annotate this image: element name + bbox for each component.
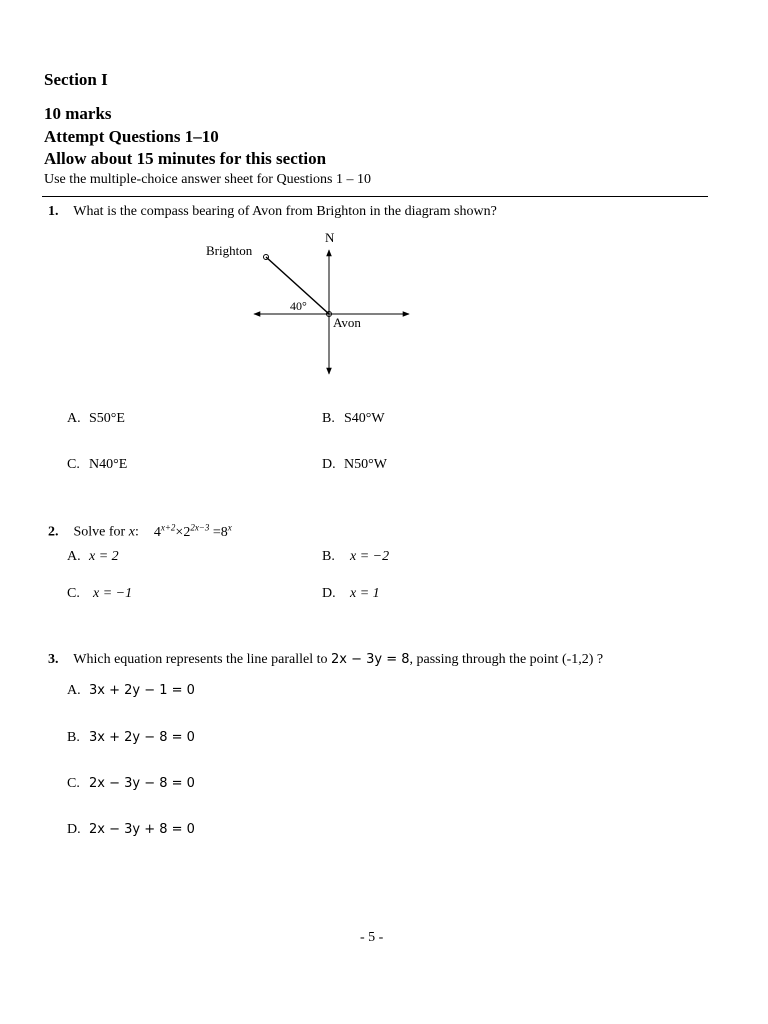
q2-option-b: B. x = −2 (322, 549, 390, 564)
page-number: - 5 - (360, 930, 384, 945)
header-divider (42, 196, 708, 197)
question-1 (48, 204, 497, 220)
question-3-text-after: , passing through the point (-1,2) ? (409, 652, 604, 667)
question-2-number: 2. (48, 524, 59, 540)
attempt-heading: Attempt Questions 1–10 (44, 127, 219, 146)
compass-bearing-diagram (196, 226, 416, 381)
q1-option-b: B. S40°W (322, 411, 385, 426)
angle-label: 40° (290, 299, 307, 313)
question-1-number: 1. (48, 204, 59, 219)
q3-option-b: B. 3x + 2y − 8 = 0 (67, 730, 195, 745)
avon-label: Avon (333, 315, 361, 330)
q3-option-a: A. 3x + 2y − 1 = 0 (67, 683, 195, 698)
north-label: N (325, 230, 335, 245)
q1-option-d: D. N50°W (322, 457, 387, 472)
q2-option-c: C. x = −1 (67, 586, 133, 601)
question-2: 2. Solve for x: $4^{x+2}\times 2^{2x-3} =8^x$ (48, 522, 232, 540)
question-2-prefix: Solve for (73, 524, 126, 540)
question-1-text: What is the compass bearing of Avon from Brighton in the diagram shown? (73, 204, 497, 219)
question-2-variable: x (128, 524, 135, 540)
question-3-number: 3. (48, 652, 59, 667)
question-2-equation: $4^{x+2}\times 2^{2x-3} =8^x$ (153, 522, 232, 540)
time-heading: Allow about 15 minutes for this section (44, 149, 327, 168)
marks-heading: 10 marks (44, 104, 112, 123)
q1-option-c: C. N40°E (67, 457, 128, 472)
q2-option-a: A. x = 2 (67, 549, 119, 564)
question-3-text-before: Which equation represents the line parallel to (73, 652, 328, 667)
q1-option-a: A. S50°E (67, 411, 125, 426)
section-title: Section I (44, 70, 108, 89)
instruction-text: Use the multiple-choice answer sheet for Questions 1 – 10 (44, 172, 371, 187)
question-3 (48, 652, 603, 668)
question-3-equation: 2x − 3y = 8 (331, 652, 410, 667)
q3-option-c: C. 2x − 3y − 8 = 0 (67, 776, 195, 791)
q3-option-d: D. 2x − 3y + 8 = 0 (67, 822, 195, 837)
brighton-label: Brighton (206, 243, 253, 258)
q2-option-d: D. x = 1 (322, 586, 380, 601)
